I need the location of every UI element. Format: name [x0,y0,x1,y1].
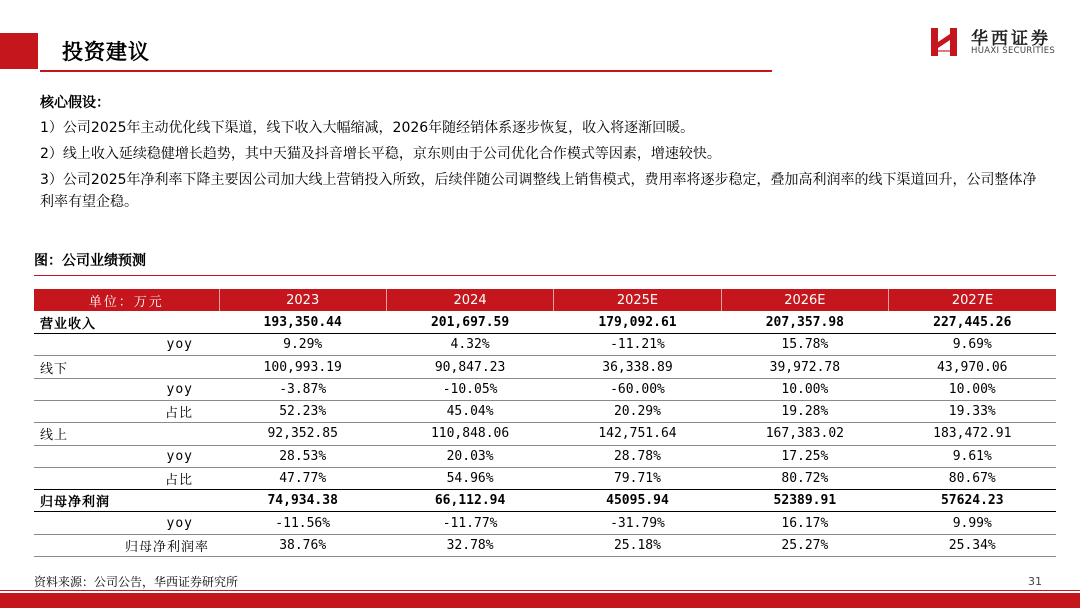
table-cell: 66,112.94 [386,490,553,512]
figure-divider [34,275,1056,276]
year-header: 2023 [219,289,386,311]
table-cell: 9.29% [219,334,386,356]
title-underline [40,70,772,72]
source-note: 资料来源：公司公告，华西证券研究所 [34,575,239,589]
row-label: yoy [34,512,219,534]
row-label: 归母净利润 [34,490,219,512]
table-cell: 193,350.44 [219,311,386,333]
table-cell: 10.00% [889,378,1056,400]
table-row-offline-yoy [34,378,1056,400]
table-cell: 45.04% [386,400,553,422]
table-cell: 15.78% [721,334,888,356]
page-number: 31 [1028,575,1042,588]
year-header: 2026E [721,289,888,311]
row-label: 归母净利润率 [34,534,219,556]
table-cell: 179,092.61 [554,311,721,333]
assumption-item: 3）公司2025年净利率下降主要因公司加大线上营销投入所致，后续伴随公司调整线上销售模式，费用率将逐步稳定，叠加高利润率的线下渠道回升，公司整体净利率有望企稳。 [40,172,1037,210]
row-label: 占比 [34,467,219,489]
page-title: 投资建议 [62,40,150,64]
assumption-item: 2）线上收入延续稳健增长趋势，其中天猫及抖音增长平稳，京东则由于公司优化合作模式等因素，增速较快。 [40,146,721,162]
table-cell: 25.18% [554,534,721,556]
table-cell: 80.72% [721,467,888,489]
table-cell: 142,751.64 [554,423,721,445]
company-logo [930,24,1060,60]
table-cell: 16.17% [721,512,888,534]
table-cell: 43,970.06 [889,356,1056,378]
table-cell: 20.03% [386,445,553,467]
table-cell: 92,352.85 [219,423,386,445]
table-row-offline [34,356,1056,378]
table-cell: -31.79% [554,512,721,534]
core-assumptions [40,92,1050,217]
table-cell: 28.53% [219,445,386,467]
table-cell: 9.61% [889,445,1056,467]
year-header: 2027E [889,289,1056,311]
table-row-online-yoy [34,445,1056,467]
row-label: yoy [34,378,219,400]
year-header: 2024 [386,289,553,311]
table-cell: 4.32% [386,334,553,356]
table-cell: 25.27% [721,534,888,556]
table-cell: 201,697.59 [386,311,553,333]
table-cell: 80.67% [889,467,1056,489]
table-cell: -3.87% [219,378,386,400]
table-cell: 32.78% [386,534,553,556]
table-cell: 36,338.89 [554,356,721,378]
table-row-online-share [34,467,1056,489]
table-cell: 100,993.19 [219,356,386,378]
table-cell: 110,848.06 [386,423,553,445]
title-accent-bar [0,33,38,69]
table-cell: 9.69% [889,334,1056,356]
table-cell: 28.78% [554,445,721,467]
row-label: 营业收入 [34,311,219,333]
logo-english-name: HUAXI SECURITIES [971,46,1056,56]
table-cell: 227,445.26 [889,311,1056,333]
table-cell: 57624.23 [889,490,1056,512]
assumption-item: 1）公司2025年主动优化线下渠道，线下收入大幅缩减，2026年随经销体系逐步恢复，收入将逐渐回暖。 [40,120,695,136]
table-row-revenue [34,311,1056,333]
table-cell: 39,972.78 [721,356,888,378]
row-label: yoy [34,445,219,467]
table-cell: 10.00% [721,378,888,400]
table-row-net-profit-yoy [34,512,1056,534]
table-cell: 54.96% [386,467,553,489]
table-cell: 25.34% [889,534,1056,556]
table-cell: 183,472.91 [889,423,1056,445]
table-cell: -10.05% [386,378,553,400]
huaxi-logo-icon [930,26,960,58]
table-cell: 17.25% [721,445,888,467]
table-row-online [34,423,1056,445]
table-cell: 9.99% [889,512,1056,534]
row-label: 线上 [34,423,219,445]
row-label: yoy [34,334,219,356]
table-cell: 19.33% [889,400,1056,422]
table-cell: 90,847.23 [386,356,553,378]
forecast-table [34,289,1056,557]
table-row-revenue-yoy [34,334,1056,356]
row-label: 占比 [34,400,219,422]
table-row-offline-share [34,400,1056,422]
table-cell: 207,357.98 [721,311,888,333]
table-cell: -11.21% [554,334,721,356]
table-cell: 167,383.02 [721,423,888,445]
unit-header: 单位：万元 [34,289,219,311]
table-cell: -11.56% [219,512,386,534]
figure-title: 图：公司业绩预测 [34,253,146,269]
assumptions-heading: 核心假设： [40,95,110,111]
table-cell: 52389.91 [721,490,888,512]
table-cell: 38.76% [219,534,386,556]
table-cell: 52.23% [219,400,386,422]
table-row-net-margin [34,534,1056,556]
footer-line [0,590,1080,591]
table-cell: 45095.94 [554,490,721,512]
table-cell: 19.28% [721,400,888,422]
table-cell: 79.71% [554,467,721,489]
year-header: 2025E [554,289,721,311]
table-cell: 20.29% [554,400,721,422]
table-cell: 47.77% [219,467,386,489]
footer-bar [0,593,1080,608]
table-cell: 74,934.38 [219,490,386,512]
table-row-net-profit [34,490,1056,512]
table-cell: -60.00% [554,378,721,400]
table-header-row [34,289,1056,311]
row-label: 线下 [34,356,219,378]
table-cell: -11.77% [386,512,553,534]
logo-chinese-name: 华西证券 [971,29,1051,49]
